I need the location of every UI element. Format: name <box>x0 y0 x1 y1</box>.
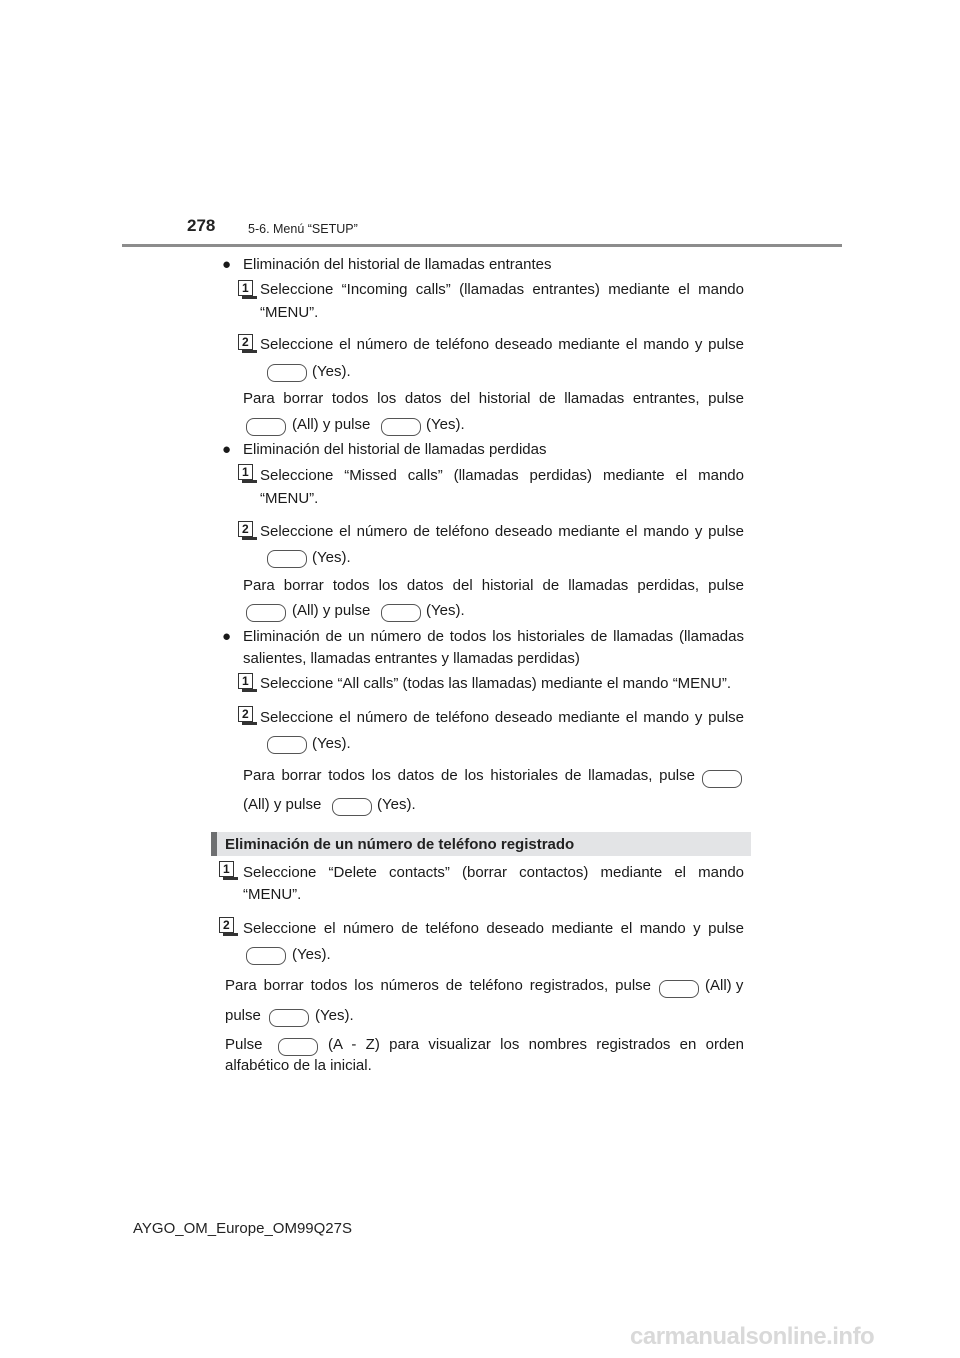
block3-step2-yes: (Yes). <box>312 735 351 752</box>
a-z-button-icon <box>278 1038 318 1056</box>
block3-step2-line1: Seleccione el número de teléfono deseado mediante el mando y pulse <box>260 709 744 726</box>
block1-step2-line1: Seleccione el número de teléfono deseado mediante el mando y pulse <box>260 336 744 353</box>
block2-step1-line1: Seleccione “Missed calls” (llamadas perdidas) mediante el mando <box>260 467 744 484</box>
yes-button-icon <box>246 947 286 965</box>
section-heading: Eliminación de un número de teléfono registrado <box>225 836 575 853</box>
section-title: 5-6. Menú “SETUP” <box>248 222 358 236</box>
watermark: carmanualsonline.info <box>630 1323 875 1350</box>
block2-note-yes: (Yes). <box>426 602 465 619</box>
section2-note2-pulse: Pulse <box>225 1036 263 1053</box>
block3-title-line2: salientes, llamadas entrantes y llamadas perdidas) <box>243 650 580 667</box>
block1-title: Eliminación del historial de llamadas entrantes <box>243 256 552 273</box>
step-2-marker: 2 <box>238 521 253 537</box>
block1-step2-yes: (Yes). <box>312 363 351 380</box>
all-button-icon <box>246 418 286 436</box>
section2-note1-line1: Para borrar todos los números de teléfono registrados, pulse <box>225 977 651 994</box>
section2-step2-yes: (Yes). <box>292 946 331 963</box>
section2-note1-all: (All) y <box>705 977 744 994</box>
step-2-marker: 2 <box>219 917 234 933</box>
step-1-marker: 1 <box>238 673 253 689</box>
block1-note-all: (All) y pulse <box>292 416 371 433</box>
block1-step1-line1: Seleccione “Incoming calls” (llamadas entrantes) mediante el mando <box>260 281 744 298</box>
block2-step1-line2: “MENU”. <box>260 490 319 507</box>
block1-note-line1: Para borrar todos los datos del historial de llamadas entrantes, pulse <box>243 390 744 407</box>
step-2-marker: 2 <box>238 334 253 350</box>
all-button-icon <box>702 770 742 788</box>
section2-note2-line2: alfabético de la inicial. <box>225 1057 372 1074</box>
all-button-icon <box>659 980 699 998</box>
block3-note-all: (All) y pulse <box>243 796 322 813</box>
yes-button-icon <box>381 418 421 436</box>
step-1-marker: 1 <box>238 280 253 296</box>
document-id: AYGO_OM_Europe_OM99Q27S <box>133 1220 352 1237</box>
block3-step1-line1: Seleccione “All calls” (todas las llamadas) mediante el mando “MENU”. <box>260 675 732 692</box>
yes-button-icon <box>267 550 307 568</box>
section2-note1-pulse: pulse <box>225 1007 261 1024</box>
step-2-marker: 2 <box>238 706 253 722</box>
yes-button-icon <box>267 736 307 754</box>
header-rule <box>122 244 842 247</box>
yes-button-icon <box>269 1009 309 1027</box>
page-number: 278 <box>187 216 216 235</box>
yes-button-icon <box>332 798 372 816</box>
block3-title-line1: Eliminación de un número de todos los historiales de llamadas (llamadas <box>243 628 744 645</box>
bullet-icon: ● <box>222 628 232 645</box>
section2-step2-line1: Seleccione el número de teléfono deseado mediante el mando y pulse <box>243 920 744 937</box>
block3-note-line1: Para borrar todos los datos de los historiales de llamadas, pulse <box>243 767 695 784</box>
block2-note-all: (All) y pulse <box>292 602 371 619</box>
block2-step2-line1: Seleccione el número de teléfono deseado mediante el mando y pulse <box>260 523 744 540</box>
block2-note-line1: Para borrar todos los datos del historial de llamadas perdidas, pulse <box>243 577 744 594</box>
bullet-icon: ● <box>222 256 232 273</box>
section2-note2-rest: (A - Z) para visualizar los nombres registrados en orden <box>328 1036 744 1053</box>
yes-button-icon <box>381 604 421 622</box>
step-1-marker: 1 <box>238 464 253 480</box>
section2-note1-yes: (Yes). <box>315 1007 354 1024</box>
bullet-icon: ● <box>222 441 232 458</box>
step-1-marker: 1 <box>219 861 234 877</box>
block3-note-yes: (Yes). <box>377 796 416 813</box>
section2-step1-line1: Seleccione “Delete contacts” (borrar contactos) mediante el mando <box>243 864 744 881</box>
block1-note-yes: (Yes). <box>426 416 465 433</box>
block2-title: Eliminación del historial de llamadas perdidas <box>243 441 547 458</box>
yes-button-icon <box>267 364 307 382</box>
block1-step1-line2: “MENU”. <box>260 304 319 321</box>
block2-step2-yes: (Yes). <box>312 549 351 566</box>
section2-step1-line2: “MENU”. <box>243 886 302 903</box>
all-button-icon <box>246 604 286 622</box>
